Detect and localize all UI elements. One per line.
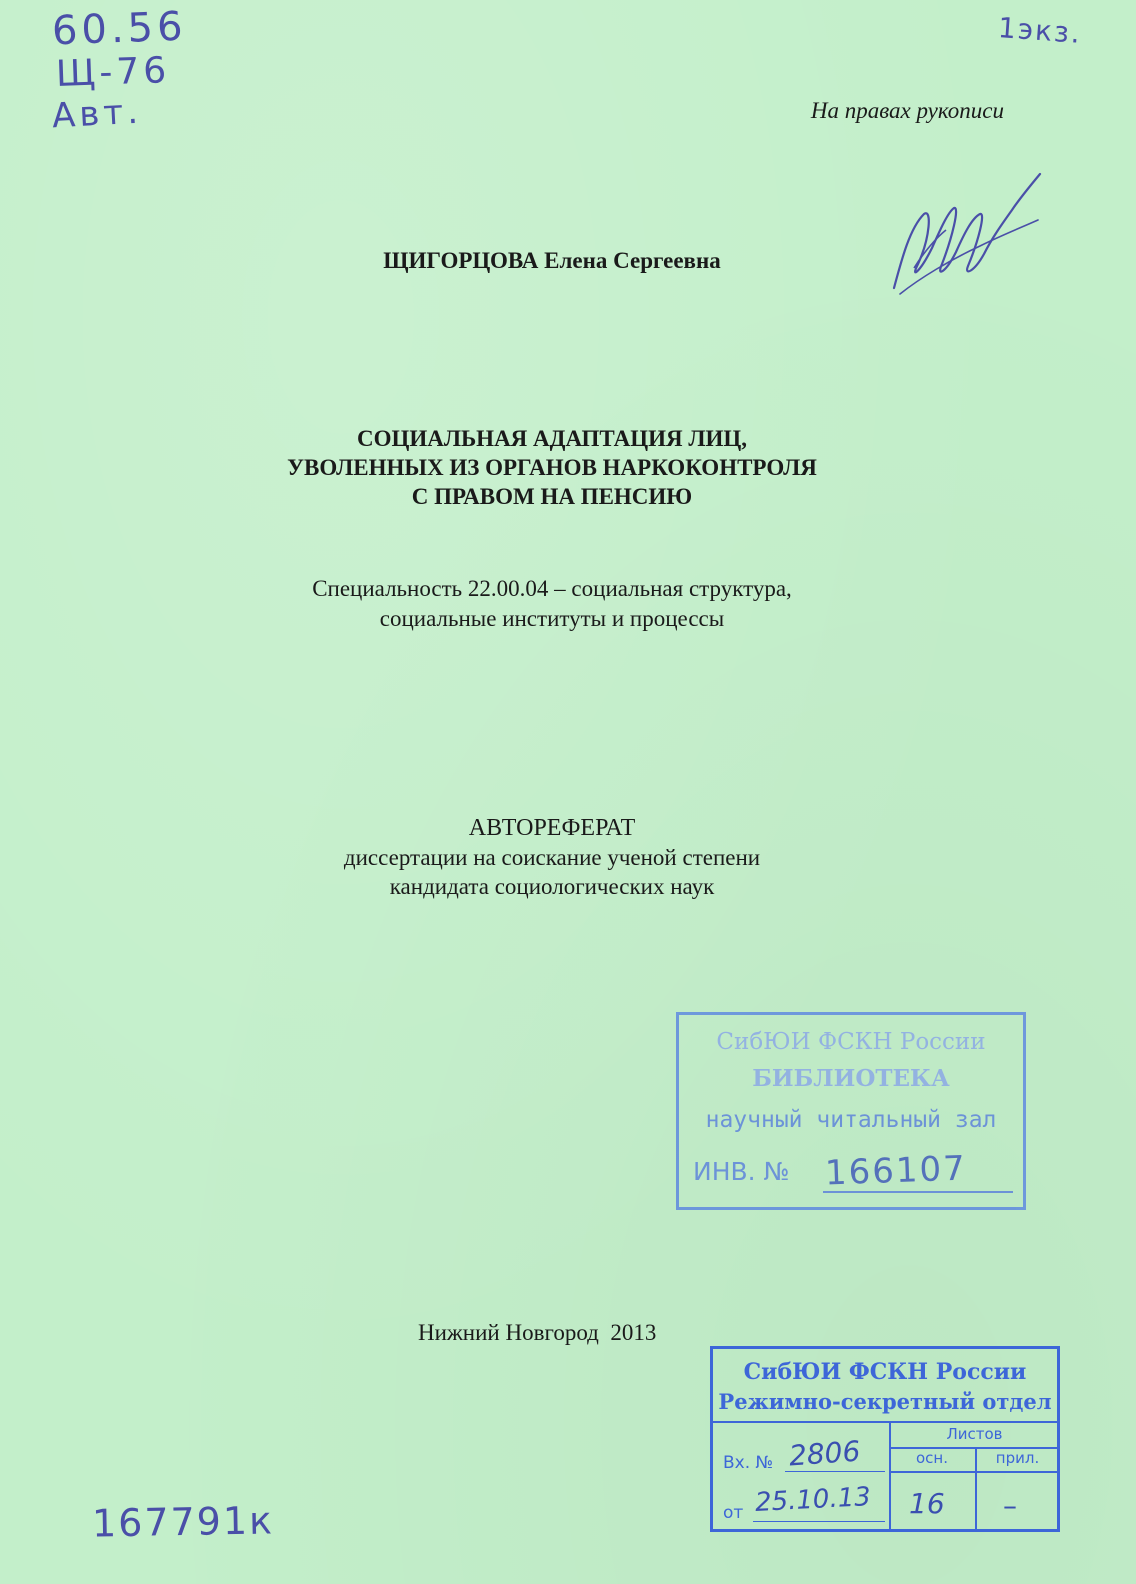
handwritten-copies-note: 1экз. [996, 11, 1083, 50]
registry-stamp-main-label: осн. [916, 1449, 948, 1467]
author-name: ЩИГОРЦОВА Елена Сергеевна [383, 248, 721, 273]
handwritten-author-code: Щ-76 [55, 50, 171, 95]
abstract-title: АВТОРЕФЕРАТ [468, 815, 636, 841]
registry-stamp-appendix-sheets: – [1003, 1489, 1017, 1522]
handwritten-note: Авт. [51, 91, 143, 137]
city-year: Нижний Новгород 2013 [418, 1320, 657, 1345]
handwritten-inventory-number: 167791к [91, 1498, 275, 1546]
registry-stamp-date-label: от [723, 1503, 744, 1523]
abstract-line: диссертации на соискание ученой степени [343, 845, 761, 870]
handwritten-class-code: 60.56 [51, 3, 188, 55]
title-line: С ПРАВОМ НА ПЕНСИЮ [411, 484, 693, 509]
library-stamp-institution: СибЮИ ФСКН России [716, 1029, 986, 1055]
registry-stamp [710, 1346, 1060, 1532]
registry-stamp-incoming-label: Вх. № [723, 1453, 774, 1473]
dissertation-title [0, 424, 1104, 511]
library-stamp [676, 1012, 1026, 1210]
abstract-line: кандидата социологических наук [389, 874, 715, 899]
manuscript-rights-note: На правах рукописи [810, 98, 1004, 123]
specialty [0, 574, 1104, 634]
registry-stamp-divider [713, 1421, 1057, 1423]
specialty-line: социальные институты и процессы [379, 606, 725, 631]
abstract-heading [0, 814, 1104, 901]
library-stamp-inv-number: 166107 [824, 1148, 968, 1194]
registry-stamp-divider [889, 1471, 1060, 1473]
registry-stamp-department: Режимно-секретный отдел [718, 1389, 1052, 1414]
registry-stamp-sheets-label: Листов [946, 1425, 1003, 1443]
library-stamp-hall: научный читальный зал [705, 1107, 997, 1133]
registry-stamp-date: 25.10.13 [754, 1481, 872, 1519]
registry-stamp-underline [753, 1521, 885, 1522]
library-stamp-inv-label: ИНВ. № [693, 1157, 790, 1186]
title-line: СОЦИАЛЬНАЯ АДАПТАЦИЯ ЛИЦ, [356, 426, 748, 451]
signature-icon [880, 168, 1050, 308]
registry-stamp-main-sheets: 16 [909, 1487, 945, 1520]
registry-stamp-institution: СибЮИ ФСКН России [743, 1359, 1027, 1385]
library-stamp-title: БИБЛИОТЕКА [752, 1065, 950, 1092]
specialty-line: Специальность 22.00.04 – социальная структура, [312, 576, 792, 601]
title-line: УВОЛЕННЫХ ИЗ ОРГАНОВ НАРКОКОНТРОЛЯ [287, 455, 817, 480]
registry-stamp-incoming-number: 2806 [787, 1434, 862, 1473]
registry-stamp-appendix-label: прил. [995, 1449, 1040, 1467]
